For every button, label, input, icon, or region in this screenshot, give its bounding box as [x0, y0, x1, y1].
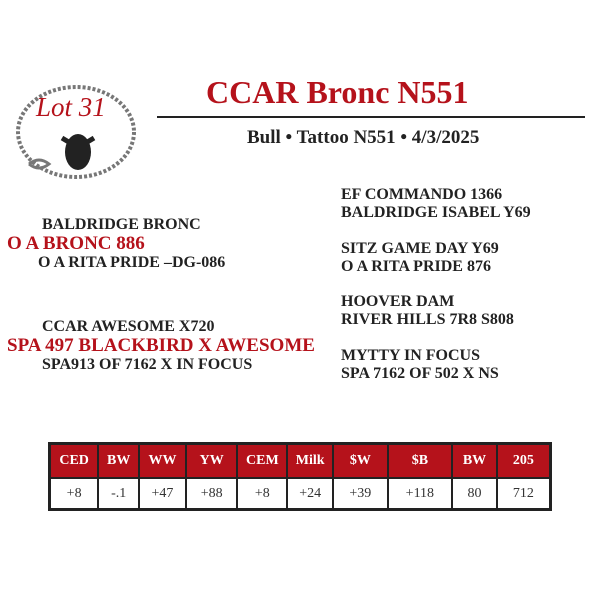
lot-logo	[14, 82, 138, 182]
pedigree-right-1: BALDRIDGE ISABEL Y69	[341, 204, 531, 221]
divider	[157, 116, 585, 118]
epd-value: +8	[237, 478, 287, 510]
epd-header-row	[50, 444, 551, 479]
animal-name: CCAR Bronc N551	[206, 74, 469, 110]
bull-head-icon	[62, 134, 94, 170]
animal-details: Bull • Tattoo N551 • 4/3/2025	[247, 127, 480, 148]
epd-header: WW	[139, 444, 186, 479]
dam: SPA 497 BLACKBIRD X AWESOME	[7, 335, 315, 356]
epd-value: +47	[139, 478, 186, 510]
epd-header: BW	[452, 444, 497, 479]
epd-value: 80	[452, 478, 497, 510]
sire-dam: O A RITA PRIDE –DG-086	[38, 254, 226, 271]
pedigree-right-5: RIVER HILLS 7R8 S808	[341, 311, 514, 328]
dam-dam: SPA913 OF 7162 X IN FOCUS	[42, 356, 253, 373]
epd-header: CEM	[237, 444, 287, 479]
dam-sire: CCAR AWESOME X720	[42, 318, 215, 335]
pedigree-right-3: O A RITA PRIDE 876	[341, 258, 491, 275]
epd-header: CED	[50, 444, 99, 479]
pedigree-right-0: EF COMMANDO 1366	[341, 186, 503, 203]
epd-header: BW	[98, 444, 139, 479]
pedigree-right-4: HOOVER DAM	[341, 293, 455, 310]
epd-header: Milk	[287, 444, 333, 479]
epd-table	[48, 442, 552, 511]
epd-header: $B	[388, 444, 453, 479]
pedigree-right-7: SPA 7162 OF 502 X NS	[341, 365, 499, 382]
epd-value: +88	[186, 478, 238, 510]
epd-value: +24	[287, 478, 333, 510]
epd-header: YW	[186, 444, 238, 479]
epd-value: +118	[388, 478, 453, 510]
epd-header: $W	[333, 444, 388, 479]
epd-value: 712	[497, 478, 551, 510]
epd-value: +8	[50, 478, 99, 510]
sire-sire: BALDRIDGE BRONC	[42, 216, 201, 233]
pedigree-right-6: MYTTY IN FOCUS	[341, 347, 480, 364]
epd-value: -.1	[98, 478, 139, 510]
pedigree-right-2: SITZ GAME DAY Y69	[341, 240, 499, 257]
epd-value-row	[50, 478, 551, 510]
epd-header: 205	[497, 444, 551, 479]
lot-number: Lot 31	[36, 92, 106, 122]
sire: O A BRONC 886	[7, 233, 145, 254]
epd-value: +39	[333, 478, 388, 510]
